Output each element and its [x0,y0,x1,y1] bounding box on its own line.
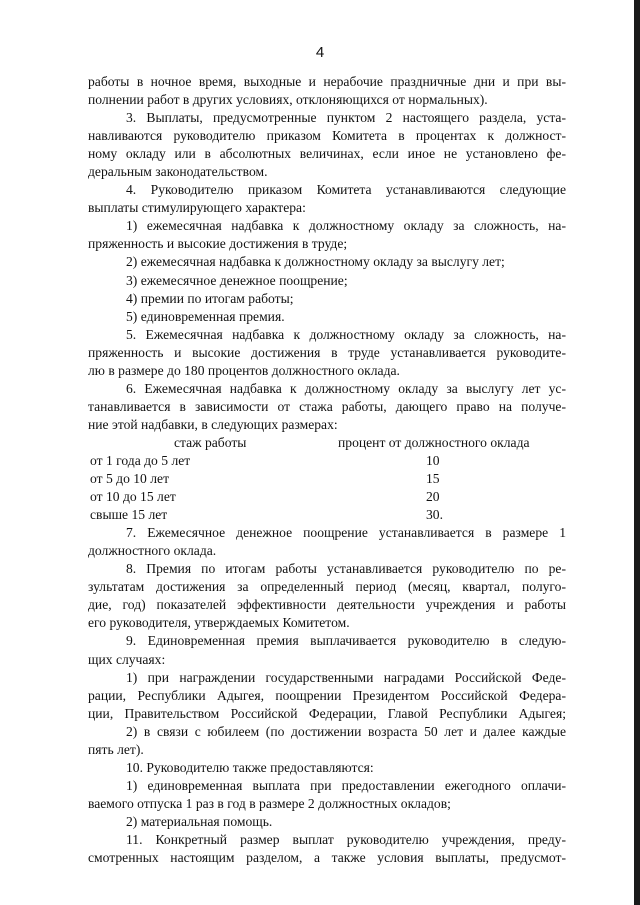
text-line: лю в размере до 180 процентов должностного оклада. [88,362,400,378]
text-line: 2) материальная помощь. [126,813,273,829]
percent-cell: 15 [426,471,440,487]
text-line: 2) в связи с юбилеем (по достижении возраста 50 лет и далее каждые [126,723,566,739]
text-line: 2) ежемесячная надбавка к должностному окладу за выслугу лет; [126,254,505,270]
percent-cell: 20 [426,489,440,505]
text-line: 4. Руководителю приказом Комитета устанавливаются следующие [126,182,566,198]
text-line: 1) при награждении государственными наградами Российской Феде- [126,669,566,685]
text-line: выплаты стимулирующего характера: [88,200,306,216]
text-line: ции, Правительством Российской Федерации, Главой Республики Адыгея; [88,705,566,721]
seniority-cell: свыше 15 лет [90,507,168,523]
seniority-cell: от 5 до 10 лет [90,471,170,487]
text-line: 6. Ежемесячная надбавка к должностному окладу за выслугу лет ус- [126,380,566,396]
text-line: 4) премии по итогам работы; [126,290,294,306]
seniority-cell: от 10 до 15 лет [90,489,176,505]
text-line: 5. Ежемесячная надбавка к должностному окладу за сложность, на- [126,326,566,342]
text-line: 5) единовременная премия. [126,308,285,324]
document-body [88,73,566,867]
text-line: полнении работ в других условиях, отклоняющихся от нормальных). [88,92,488,108]
seniority-cell: от 1 года до 5 лет [90,452,191,468]
table-row [88,452,566,470]
table-header-row [88,434,566,452]
seniority-table [88,434,566,524]
text-line: смотренных настоящим разделом, а также условия выплаты, предусмот- [88,850,566,866]
table-header-percent: процент от должностного оклада [338,434,530,450]
text-line: 8. Премия по итогам работы устанавливается руководителю по ре- [126,561,566,577]
percent-cell: 30. [426,507,443,523]
text-line: работы в ночное время, выходные и нерабочие праздничные дни и при вы- [88,74,566,89]
table-header-seniority: стаж работы [174,434,247,450]
scan-edge-border [634,0,640,905]
text-line: ваемого отпуска 1 раз в год в размере 2 должностных окладов; [88,795,451,811]
text-line: его руководителя, утверждаемых Комитетом. [88,615,350,631]
text-line: должностного оклада. [88,543,217,559]
paragraphs-before-table [88,73,566,434]
table-rows [88,452,566,524]
text-line: рации, Республики Адыгея, поощрении Президентом Российской Федера- [88,687,566,703]
text-line: 3. Выплаты, предусмотренные пунктом 2 настоящего раздела, уста- [126,110,566,126]
text-line: пряженность и высокие достижения в труде устанавливается руководите- [88,344,566,360]
text-line: пять лет). [88,741,144,757]
text-line: деральным законодательством. [88,164,268,180]
text-line: пряженность и высокие достижения в труде; [88,236,348,252]
table-row [88,506,566,524]
text-line: 9. Единовременная премия выплачивается руководителю в следую- [126,633,566,649]
text-line: ному окладу или в абсолютных величинах, если иное не установлено фе- [88,146,566,162]
text-line: 1) единовременная выплата при предоставлении ежегодного оплачи- [126,777,566,793]
text-line: навливаются руководителю приказом Комитета в процентах к должност- [88,128,566,144]
text-line: 11. Конкретный размер выплат руководителю учреждения, преду- [126,831,566,847]
text-line: ние этой надбавки, в следующих размерах: [88,416,338,432]
text-line: 7. Ежемесячное денежное поощрение устанавливается в размере 1 [126,525,566,541]
text-line: 3) ежемесячное денежное поощрение; [126,272,348,288]
text-line: 10. Руководителю также предоставляются: [126,759,374,775]
text-line: зультатам достижения за определенный период (месяц, квартал, полуго- [88,579,566,595]
text-line: щих случаях: [88,651,166,667]
paragraphs-after-table [88,524,566,867]
page-number: 4 [315,44,325,61]
percent-cell: 10 [426,452,440,468]
text-line: 1) ежемесячная надбавка к должностному окладу за сложность, на- [126,218,566,234]
table-row [88,488,566,506]
text-line: танавливается в зависимости от стажа работы, дающего право на получе- [88,398,566,414]
text-line: дие, год) показателей эффективности деятельности учреждения и работы [88,597,566,613]
table-row [88,470,566,488]
